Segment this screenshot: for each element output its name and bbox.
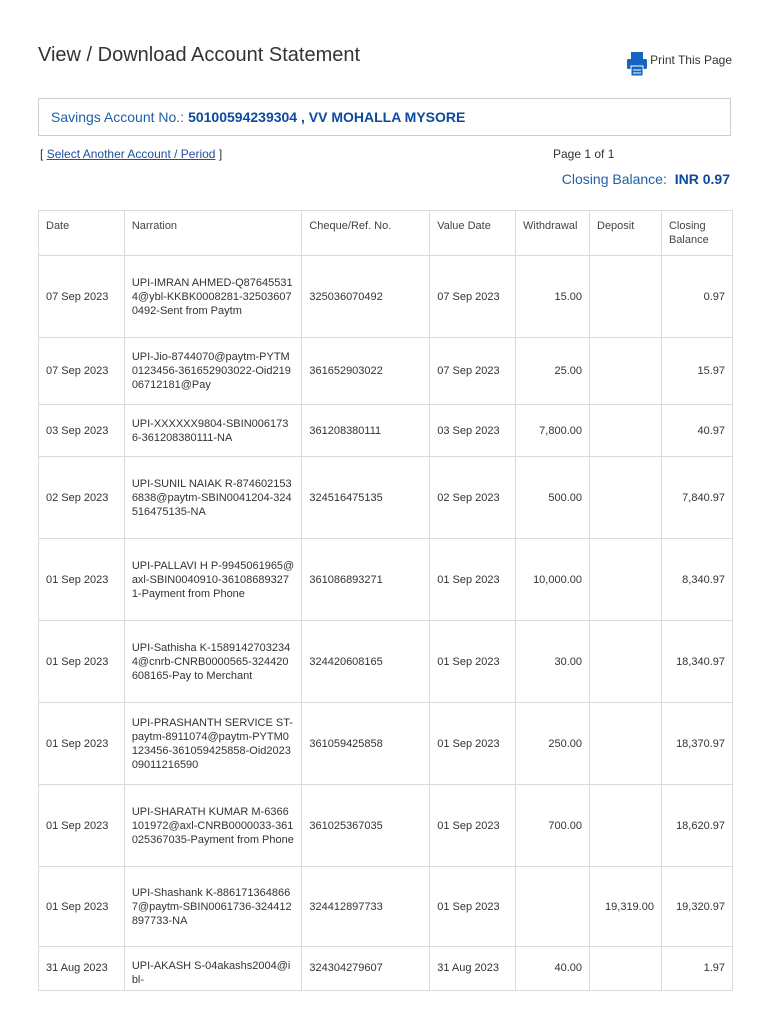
table-row — [39, 457, 733, 539]
cell-value-date: 07 Sep 2023 — [430, 256, 516, 338]
cell-date: 07 Sep 2023 — [39, 256, 125, 338]
column-header-deposit: Deposit — [590, 211, 662, 256]
cell-deposit — [590, 405, 662, 457]
cell-value-date: 03 Sep 2023 — [430, 405, 516, 457]
cell-date: 07 Sep 2023 — [39, 338, 125, 405]
cell-date: 01 Sep 2023 — [39, 621, 125, 703]
cell-closing-balance: 1.97 — [661, 947, 732, 991]
cell-deposit — [590, 457, 662, 539]
table-row — [39, 539, 733, 621]
cell-deposit — [590, 256, 662, 338]
table-row — [39, 256, 733, 338]
cell-closing-balance: 15.97 — [661, 338, 732, 405]
cell-deposit: 19,319.00 — [590, 867, 662, 947]
cell-closing-balance: 19,320.97 — [661, 867, 732, 947]
cell-closing-balance: 8,340.97 — [661, 539, 732, 621]
cell-withdrawal: 10,000.00 — [516, 539, 590, 621]
table-row — [39, 703, 733, 785]
cell-narration: UPI-IMRAN AHMED-Q876455314@ybl-KKBK0008281-325036070492-Sent from Paytm — [124, 256, 302, 338]
page-title: View / Download Account Statement — [38, 44, 361, 66]
cell-value-date: 01 Sep 2023 — [430, 703, 516, 785]
cell-date: 31 Aug 2023 — [39, 947, 125, 991]
table-row — [39, 867, 733, 947]
page-indicator: Page 1 of 1 — [553, 147, 615, 161]
cell-narration: UPI-AKASH S-04akashs2004@ibl- — [124, 947, 302, 991]
cell-withdrawal: 15.00 — [516, 256, 590, 338]
cell-ref-no: 324420608165 — [302, 621, 430, 703]
cell-value-date: 01 Sep 2023 — [430, 621, 516, 703]
cell-value-date: 31 Aug 2023 — [430, 947, 516, 991]
cell-withdrawal: 700.00 — [516, 785, 590, 867]
cell-closing-balance: 7,840.97 — [661, 457, 732, 539]
cell-narration: UPI-PALLAVI H P-9945061965@axl-SBIN0040910-361086893271-Payment from Phone — [124, 539, 302, 621]
cell-narration: UPI-Jio-8744070@paytm-PYTM0123456-361652903022-Oid21906712181@Pay — [124, 338, 302, 405]
table-row — [39, 785, 733, 867]
cell-deposit — [590, 785, 662, 867]
closing-balance — [562, 171, 730, 187]
cell-narration: UPI-SUNIL NAIAK R-8746021536838@paytm-SBIN0041204-324516475135-NA — [124, 457, 302, 539]
select-account-row — [40, 147, 222, 161]
cell-value-date: 02 Sep 2023 — [430, 457, 516, 539]
cell-value-date: 07 Sep 2023 — [430, 338, 516, 405]
cell-closing-balance: 18,370.97 — [661, 703, 732, 785]
cell-ref-no: 361086893271 — [302, 539, 430, 621]
cell-ref-no: 361059425858 — [302, 703, 430, 785]
column-header-narration: Narration — [124, 211, 302, 256]
closing-balance-amount: INR 0.97 — [674, 171, 730, 187]
account-number: 50100594239304 , VV MOHALLA MYSORE — [188, 109, 466, 125]
cell-date: 01 Sep 2023 — [39, 539, 125, 621]
cell-withdrawal: 250.00 — [516, 703, 590, 785]
cell-withdrawal: 25.00 — [516, 338, 590, 405]
close-bracket: ] — [218, 147, 223, 161]
table-row — [39, 405, 733, 457]
account-info-box — [38, 98, 731, 136]
column-header-ref-no: Cheque/Ref. No. — [302, 211, 430, 256]
cell-ref-no: 324304279607 — [302, 947, 430, 991]
cell-deposit — [590, 703, 662, 785]
cell-narration: UPI-XXXXXX9804-SBIN0061736-361208380111-NA — [124, 405, 302, 457]
print-page-button[interactable] — [626, 50, 732, 78]
cell-ref-no: 361025367035 — [302, 785, 430, 867]
cell-withdrawal — [516, 867, 590, 947]
cell-ref-no: 324516475135 — [302, 457, 430, 539]
cell-date: 03 Sep 2023 — [39, 405, 125, 457]
open-bracket: [ — [40, 147, 44, 161]
table-header-row — [39, 211, 733, 256]
cell-narration: UPI-Sathisha K-15891427032344@cnrb-CNRB0000565-324420608165-Pay to Merchant — [124, 621, 302, 703]
cell-value-date: 01 Sep 2023 — [430, 539, 516, 621]
cell-closing-balance: 40.97 — [661, 405, 732, 457]
cell-date: 01 Sep 2023 — [39, 867, 125, 947]
cell-closing-balance: 18,340.97 — [661, 621, 732, 703]
table-row — [39, 947, 733, 991]
cell-withdrawal: 40.00 — [516, 947, 590, 991]
cell-value-date: 01 Sep 2023 — [430, 785, 516, 867]
printer-icon — [626, 50, 648, 78]
print-page-label: Print This Page — [650, 53, 732, 67]
cell-ref-no: 325036070492 — [302, 256, 430, 338]
cell-closing-balance: 0.97 — [661, 256, 732, 338]
cell-withdrawal: 500.00 — [516, 457, 590, 539]
column-header-withdrawal: Withdrawal — [516, 211, 590, 256]
column-header-value-date: Value Date — [430, 211, 516, 256]
cell-deposit — [590, 338, 662, 405]
cell-ref-no: 361652903022 — [302, 338, 430, 405]
cell-withdrawal: 30.00 — [516, 621, 590, 703]
column-header-date: Date — [39, 211, 125, 256]
cell-ref-no: 361208380111 — [302, 405, 430, 457]
cell-narration: UPI-SHARATH KUMAR M-6366101972@axl-CNRB0000033-361025367035-Payment from Phone — [124, 785, 302, 867]
cell-narration: UPI-Shashank K-8861713648667@paytm-SBIN0061736-324412897733-NA — [124, 867, 302, 947]
cell-deposit — [590, 947, 662, 991]
cell-narration: UPI-PRASHANTH SERVICE ST-paytm-8911074@paytm-PYTM0123456-361059425858-Oid202309011216590 — [124, 703, 302, 785]
cell-deposit — [590, 621, 662, 703]
cell-deposit — [590, 539, 662, 621]
cell-date: 02 Sep 2023 — [39, 457, 125, 539]
cell-closing-balance: 18,620.97 — [661, 785, 732, 867]
table-row — [39, 621, 733, 703]
statement-table — [38, 210, 733, 991]
select-another-account-link[interactable]: Select Another Account / Period — [46, 147, 216, 161]
cell-date: 01 Sep 2023 — [39, 703, 125, 785]
cell-ref-no: 324412897733 — [302, 867, 430, 947]
closing-balance-label: Closing Balance: — [561, 171, 667, 187]
account-label: Savings Account No.: — [51, 109, 185, 125]
cell-date: 01 Sep 2023 — [39, 785, 125, 867]
table-row — [39, 338, 733, 405]
cell-withdrawal: 7,800.00 — [516, 405, 590, 457]
cell-value-date: 01 Sep 2023 — [430, 867, 516, 947]
column-header-closing-balance: Closing Balance — [661, 211, 732, 256]
